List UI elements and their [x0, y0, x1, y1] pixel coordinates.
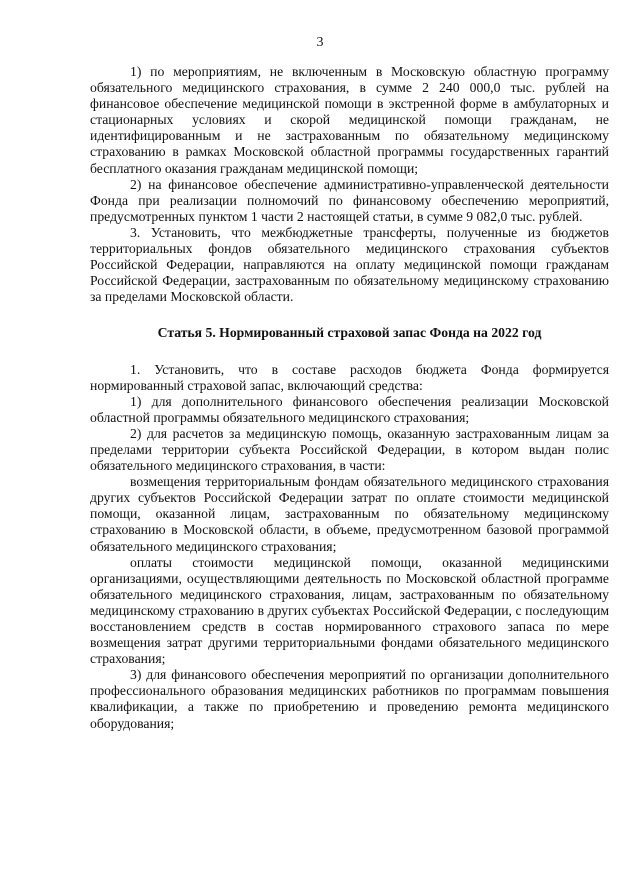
document-body — [90, 64, 609, 732]
paragraph-item-2: 2) на финансовое обеспечение административно-управленческой деятельности Фонда при реализации полномочий по финансовому обеспечению мероприятий, предусмотренных пунктом 1 части 2 настоящей статьи, в сумме 9 082,0 тыс. рублей. — [90, 176, 609, 224]
paragraph-point-3: 3. Установить, что межбюджетные трансферты, полученные из бюджетов территориальных фондов обязательного медицинского страхования субъектов Российской Федерации, направляются на оплату медицинской помощи гражданам Российской Федерации, застрахованным по обязательному медицинскому страхованию за пределами Московской области. — [90, 224, 609, 305]
paragraph-subitem-3: 3) для финансового обеспечения мероприятий по организации дополнительного профессионального образования медицинских работников по программам повышения квалификации, а также по приобретению и проведению ремонта медицинского оборудования; — [90, 667, 609, 731]
paragraph-point-1: 1. Установить, что в составе расходов бюджета Фонда формируется нормированный страховой запас, включающий средства: — [90, 361, 609, 393]
page-number: 3 — [316, 35, 324, 50]
paragraph-subitem-1: 1) для дополнительного финансового обеспечения реализации Московской областной программы обязательного медицинского страхования; — [90, 393, 609, 425]
paragraph-item-1: 1) по мероприятиям, не включенным в Московскую областную программу обязательного медицинского страхования, в сумме 2 240 000,0 тыс. рублей на финансовое обеспечение медицинской помощи в экстренной форме в амбулаторных и стационарных условиях и скорой медицинской помощи гражданам, не идентифицированным и не застрахованным по обязательному медицинскому страхованию в рамках Московской областной программы государственных гарантий бесплатного оказания гражданам медицинской помощи; — [90, 64, 609, 176]
paragraph-reimbursement: возмещения территориальным фондам обязательного медицинского страхования других субъектов Российской Федерации затрат по оплате стоимости медицинской помощи, оказанной лицам, застрахованным по обязательному медицинскому страхованию в Московской области, в объеме, предусмотренном базовой программой обязательного медицинского страхования; — [90, 474, 609, 554]
paragraph-payment: оплаты стоимости медицинской помощи, оказанной медицинскими организациями, осуществляющими деятельность по Московской областной программе обязательного медицинского страхования, лицам, застрахованным по обязательному медицинскому страхованию в других субъектах Российской Федерации, с последующим восстановлением средств в состав нормированного страхового запаса по мере возмещения затрат другими территориальными фондами обязательного медицинского страхования; — [90, 554, 609, 667]
article-heading: Статья 5. Нормированный страховой запас Фонда на 2022 год — [157, 325, 542, 341]
paragraph-subitem-2: 2) для расчетов за медицинскую помощь, оказанную застрахованным лицам за пределами территории субъекта Российской Федерации, в котором выдан полис обязательного медицинского страхования, в части: — [90, 425, 609, 474]
